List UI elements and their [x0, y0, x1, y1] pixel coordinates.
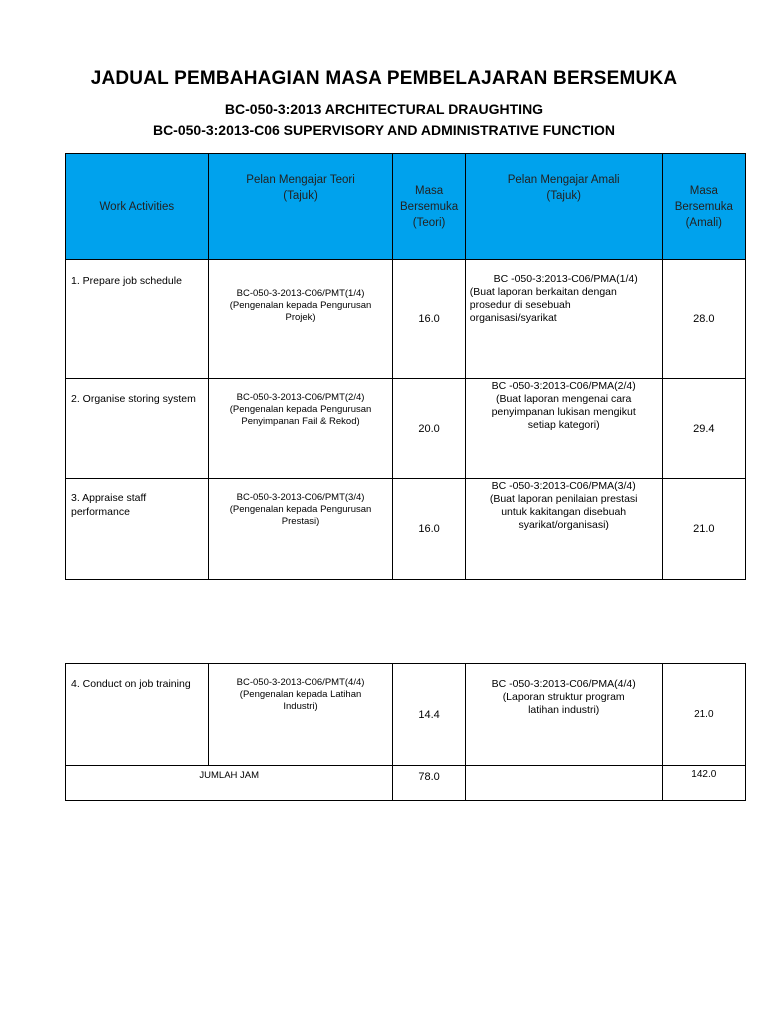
document-title: JADUAL PEMBAHAGIAN MASA PEMBELAJARAN BERSEMUKA — [90, 68, 678, 89]
schedule-table-continued — [65, 663, 746, 801]
total-row — [66, 766, 746, 801]
teori-hours-cell: 16.0 — [393, 260, 465, 379]
pma-cell: BC -050-3:2013-C06/PMA(1/4) (Buat laporan berkaitan dengan prosedur di sesebuah organisasi/syarikat — [465, 260, 662, 379]
course-subtitle: BC-050-3:2013 ARCHITECTURAL DRAUGHTING — [224, 101, 544, 117]
total-teori: 78.0 — [393, 766, 465, 801]
pmt-cell: BC-050-3-2013-C06/PMT(4/4) (Pengenalan kepada Latihan Industri) — [208, 664, 393, 766]
teori-hours-cell: 14.4 — [393, 664, 465, 766]
activity-cell: 1. Prepare job schedule — [66, 260, 209, 379]
table-row — [66, 664, 746, 766]
table-header-row — [66, 154, 746, 260]
amali-hours-cell: 28.0 — [662, 260, 745, 379]
table-row — [66, 379, 746, 479]
module-subtitle: BC-050-3:2013-C06 SUPERVISORY AND ADMINISTRATIVE FUNCTION — [152, 122, 616, 138]
teori-hours-cell: 16.0 — [393, 479, 465, 580]
amali-hours-cell: 21.0 — [662, 479, 745, 580]
amali-hours-cell: 29.4 — [662, 379, 745, 479]
activity-cell: 2. Organise storing system — [66, 379, 209, 479]
total-amali: 142.0 — [662, 766, 745, 801]
pmt-cell: BC-050-3-2013-C06/PMT(3/4) (Pengenalan kepada Pengurusan Prestasi) — [208, 479, 393, 580]
activity-cell: 3. Appraise staff performance — [66, 479, 209, 580]
schedule-table — [65, 153, 746, 580]
header-pelan-teori: Pelan Mengajar Teori (Tajuk) — [208, 154, 393, 260]
header-work-activities: Work Activities — [66, 154, 209, 260]
pmt-cell: BC-050-3-2013-C06/PMT(2/4) (Pengenalan kepada Pengurusan Penyimpanan Fail & Rekod) — [208, 379, 393, 479]
activity-cell: 4. Conduct on job training — [66, 664, 209, 766]
header-masa-amali: Masa Bersemuka (Amali) — [662, 154, 745, 260]
table-row — [66, 260, 746, 379]
table-row — [66, 479, 746, 580]
header-pelan-amali: Pelan Mengajar Amali (Tajuk) — [465, 154, 662, 260]
pma-cell: BC -050-3:2013-C06/PMA(3/4) (Buat laporan penilaian prestasi untuk kakitangan disebuah syarikat/organisasi) — [465, 479, 662, 580]
amali-hours-cell: 21.0 — [662, 664, 745, 766]
header-masa-teori: Masa Bersemuka (Teori) — [393, 154, 465, 260]
total-empty-cell — [465, 766, 662, 801]
pmt-cell: BC-050-3-2013-C06/PMT(1/4) (Pengenalan kepada Pengurusan Projek) — [208, 260, 393, 379]
pma-cell: BC -050-3:2013-C06/PMA(2/4) (Buat laporan mengenai cara penyimpanan lukisan mengikut setiap kategori) — [465, 379, 662, 479]
pma-cell: BC -050-3:2013-C06/PMA(4/4) (Laporan struktur program latihan industri) — [465, 664, 662, 766]
teori-hours-cell: 20.0 — [393, 379, 465, 479]
total-label: JUMLAH JAM — [66, 766, 393, 801]
